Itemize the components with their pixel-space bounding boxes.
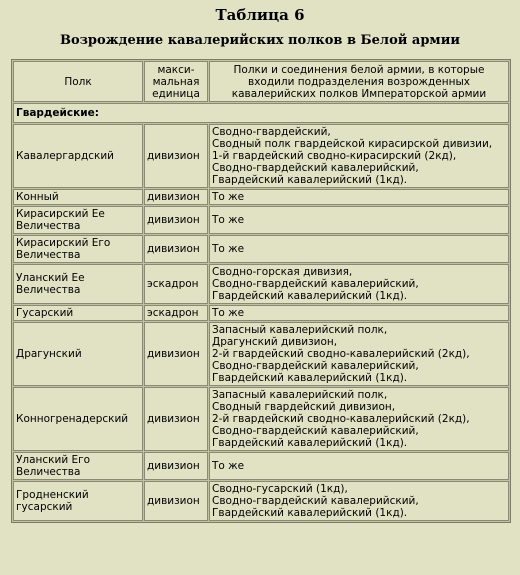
formations-cell: То же — [209, 206, 509, 234]
unit-cell: дивизион — [144, 206, 208, 234]
regiment-cell: Уланский Ее Величества — [13, 264, 143, 304]
formations-cell: То же — [209, 452, 509, 480]
table-subtitle: Возрождение кавалерийских полков в Белой армии — [59, 33, 461, 48]
header-max-unit: макси- мальная единица — [144, 61, 208, 102]
header-regiment: Полк — [13, 61, 143, 102]
unit-cell: дивизион — [144, 235, 208, 263]
unit-cell: дивизион — [144, 189, 208, 205]
table-row — [13, 452, 509, 480]
unit-cell: дивизион — [144, 452, 208, 480]
formations-cell: Сводно-гвардейский, Сводный полк гвардейской кирасирской дивизии, 1-й гвардейский сводно-кирасирский (2кд), Сводно-гвардейский кавалерийский, Гвардейский кавалерийский (1кд). — [209, 124, 509, 188]
table-title: Таблица 6 — [215, 6, 305, 24]
table-row — [13, 264, 509, 304]
header-row — [13, 61, 509, 102]
table-row — [13, 235, 509, 263]
unit-cell: эскадрон — [144, 264, 208, 304]
formations-cell: Сводно-гусарский (1кд), Сводно-гвардейский кавалерийский, Гвардейский кавалерийский (1кд). — [209, 481, 509, 521]
regiment-cell: Гусарский — [13, 305, 143, 321]
regiment-cell: Драгунский — [13, 322, 143, 386]
regiment-cell: Кирасирский Ее Величества — [13, 206, 143, 234]
regiment-cell: Кавалергардский — [13, 124, 143, 188]
table-row — [13, 322, 509, 386]
unit-cell: дивизион — [144, 387, 208, 451]
formations-cell: Сводно-горская дивизия, Сводно-гвардейский кавалерийский, Гвардейский кавалерийский (1кд). — [209, 264, 509, 304]
regiment-cell: Гродненский гусарский — [13, 481, 143, 521]
formations-cell: Запасный кавалерийский полк, Драгунский дивизион, 2-й гвардейский сводно-кавалерийский (2кд), Сводно-гвардейский кавалерийский, Гвардейский кавалерийский (1кд). — [209, 322, 509, 386]
regiment-cell: Кирасирский Его Величества — [13, 235, 143, 263]
table-row — [13, 481, 509, 521]
regiment-cell: Конный — [13, 189, 143, 205]
table-row — [13, 305, 509, 321]
header-formations: Полки и соединения белой армии, в которые входили подразделения возрожденных кавалерийских полков Императорской армии — [209, 61, 509, 102]
formations-cell: То же — [209, 305, 509, 321]
section-row — [13, 103, 509, 123]
unit-cell: эскадрон — [144, 305, 208, 321]
regiments-table — [11, 59, 511, 523]
table-row — [13, 189, 509, 205]
unit-cell: дивизион — [144, 124, 208, 188]
table-row — [13, 124, 509, 188]
regiment-cell: Уланский Его Величества — [13, 452, 143, 480]
section-label: Гвардейские: — [13, 103, 509, 123]
formations-cell: Запасный кавалерийский полк, Сводный гвардейский дивизион, 2-й гвардейский сводно-кавалерийский (2кд), Сводно-гвардейский кавалерийский, Гвардейский кавалерийский (1кд). — [209, 387, 509, 451]
unit-cell: дивизион — [144, 481, 208, 521]
formations-cell: То же — [209, 189, 509, 205]
regiment-cell: Конногренадерский — [13, 387, 143, 451]
table-row — [13, 387, 509, 451]
formations-cell: То же — [209, 235, 509, 263]
unit-cell: дивизион — [144, 322, 208, 386]
table-row — [13, 206, 509, 234]
